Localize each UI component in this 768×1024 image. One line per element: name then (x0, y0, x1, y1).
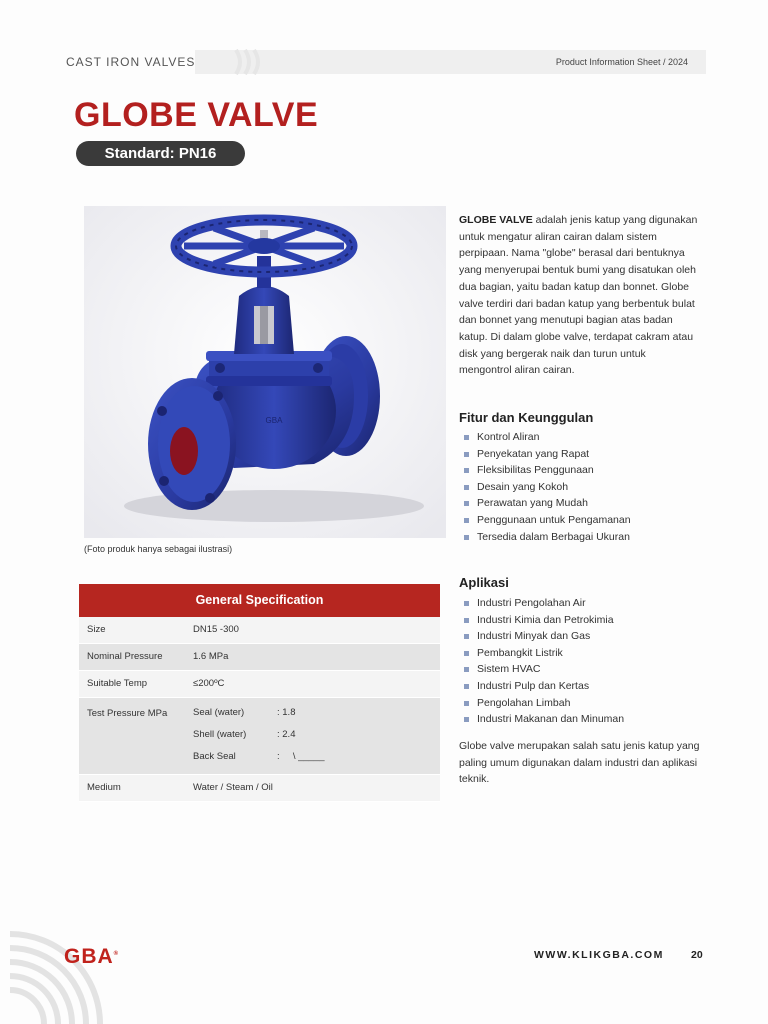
bullet-icon (464, 634, 469, 639)
spec-subvalue: : \ _____ (277, 751, 325, 762)
bullet-icon (464, 468, 469, 473)
list-item: Tersedia dalam Berbagai Ukuran (460, 529, 631, 546)
spec-sublabel: Back Seal (193, 751, 236, 762)
spec-label: Medium (87, 782, 121, 793)
spec-subrow (193, 746, 440, 768)
list-item: Fleksibilitas Penggunaan (460, 462, 631, 479)
doc-subtitle: Product Information Sheet / 2024 (555, 57, 688, 67)
features-heading: Fitur dan Keunggulan (459, 410, 594, 425)
header-stripes (230, 48, 270, 76)
bullet-icon (464, 501, 469, 506)
list-item: Sistem HVAC (460, 661, 624, 678)
standard-badge: Standard: PN16 (76, 141, 245, 166)
list-item: Industri Makanan dan Minuman (460, 711, 624, 728)
list-item: Penggunaan untuk Pengamanan (460, 512, 631, 529)
spec-value: ≤200ºC (193, 678, 225, 689)
spec-subrow (193, 702, 440, 724)
table-row (79, 775, 440, 802)
bullet-icon (464, 535, 469, 540)
page-number: 20 (691, 949, 703, 961)
spec-label: Nominal Pressure (87, 651, 163, 662)
product-photo (84, 206, 446, 538)
applications-heading: Aplikasi (459, 575, 509, 590)
applications-list (460, 595, 624, 728)
table-row (79, 644, 440, 671)
list-item: Perawatan yang Mudah (460, 495, 631, 512)
list-item: Pembangkit Listrik (460, 645, 624, 662)
spec-sublabel: Shell (water) (193, 729, 247, 740)
bullet-icon (464, 717, 469, 722)
spec-value: DN15 -300 (193, 624, 239, 635)
intro-paragraph (459, 212, 699, 379)
bullet-icon (464, 651, 469, 656)
list-item: Kontrol Aliran (460, 429, 631, 446)
bullet-icon (464, 618, 469, 623)
spec-label: Size (87, 624, 106, 635)
bullet-icon (464, 435, 469, 440)
list-item: Industri Kimia dan Petrokimia (460, 612, 624, 629)
list-item: Desain yang Kokoh (460, 479, 631, 496)
bullet-icon (464, 684, 469, 689)
spec-value: 1.6 MPa (193, 651, 229, 662)
bullet-icon (464, 601, 469, 606)
bullet-icon (464, 701, 469, 706)
bullet-icon (464, 518, 469, 523)
spec-label: Test Pressure MPa (87, 708, 168, 719)
spec-subrow (193, 724, 440, 746)
website-link[interactable]: WWW.KLIKGBA.COM (534, 949, 664, 961)
gba-logo: GBA® (64, 945, 120, 968)
table-row (79, 698, 440, 775)
bullet-icon (464, 485, 469, 490)
list-item: Industri Minyak dan Gas (460, 628, 624, 645)
table-row (79, 671, 440, 698)
spec-table-heading: General Specification (79, 584, 440, 617)
intro-lead: GLOBE VALVE (459, 214, 533, 226)
spec-label: Suitable Temp (87, 678, 148, 689)
globe-valve-illustration (84, 206, 446, 538)
list-item: Industri Pengolahan Air (460, 595, 624, 612)
spec-subvalue: : 1.8 (277, 707, 296, 718)
table-row (79, 617, 440, 644)
doc-category: CAST IRON VALVES (66, 55, 196, 69)
spec-subvalue: : 2.4 (277, 729, 296, 740)
product-title: GLOBE VALVE (74, 96, 319, 134)
bullet-icon (464, 667, 469, 672)
spec-table (79, 584, 440, 802)
closing-paragraph: Globe valve merupakan salah satu jenis katup yang paling umum digunakan dalam industri dan aplikasi teknik. (459, 740, 700, 786)
photo-caption: (Foto produk hanya sebagai ilustrasi) (84, 544, 233, 554)
list-item: Penyekatan yang Rapat (460, 446, 631, 463)
spec-sublabel: Seal (water) (193, 707, 245, 718)
bullet-icon (464, 452, 469, 457)
footer-arcs-decoration (0, 920, 110, 1024)
valve-body-logo: GBA (265, 416, 283, 425)
intro-text: adalah jenis katup yang digunakan untuk mengatur aliran cairan dalam sistem perpipaan. Nama "globe" berasal dari bentuknya yang menyerupai bentuk bumi yang disatukan oleh dua bagian, yaitu badan katup dan bonnet. Globe valve terdiri dari badan katup yang berbentuk bulat dan bonnet yang menutupi bagian atas badan katup. Di dalam globe valve, terdapat cakram atau disk yang bergerak naik dan turun untuk mengontrol aliran cairan. (459, 214, 698, 377)
list-item: Industri Pulp dan Kertas (460, 678, 624, 695)
list-item: Pengolahan Limbah (460, 695, 624, 712)
spec-value: Water / Steam / Oil (193, 782, 273, 793)
features-list (460, 429, 631, 545)
spec-value (193, 698, 440, 774)
